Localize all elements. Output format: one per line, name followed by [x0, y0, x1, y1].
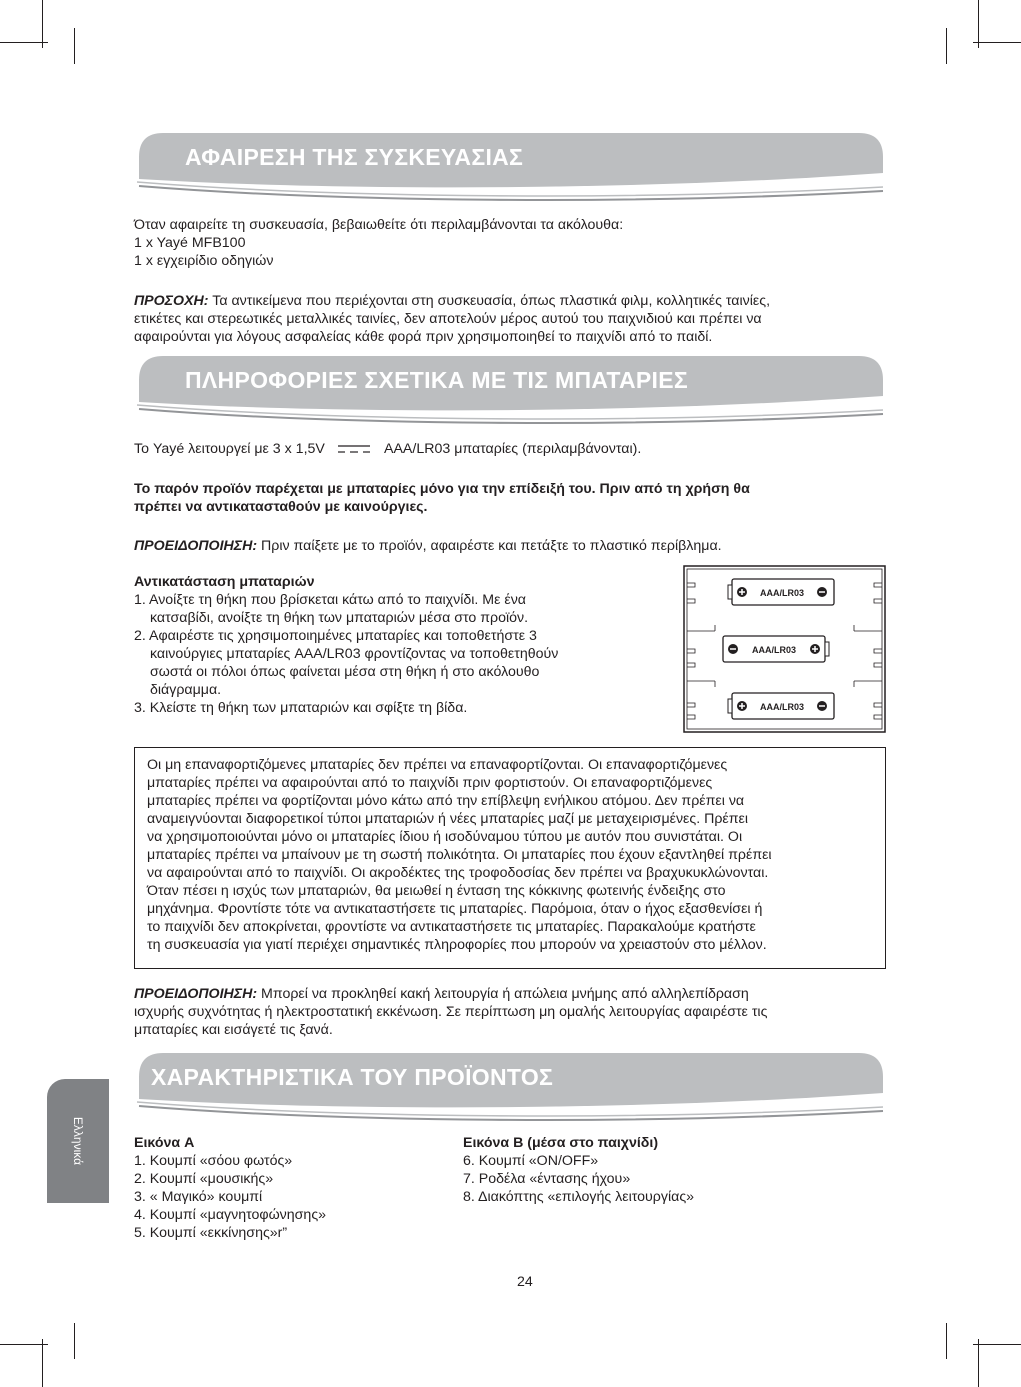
battery-spec-after: AAA/LR03 μπαταρίες (περιλαμβάνονται). [384, 441, 642, 457]
section-title: ΑΦΑΙΡΕΣΗ ΤΗΣ ΣΥΣΚΕΥΑΣΙΑΣ [185, 144, 524, 170]
replacement-step: 2. Αφαιρέστε τις χρησιμοποιημένες μπαταρίες και τοποθετήστε 3 [134, 628, 537, 644]
battery-safety-box [134, 747, 886, 969]
dc-symbol-icon [337, 443, 373, 455]
feature-item: 8. Διακόπτης «επιλογής λειτουργίας» [463, 1189, 695, 1205]
safety-line: μπαταρίες πρέπει να φορτίζονται μόνο κάτω από την επίβλεψη ενήλικου ατόμου. Δεν πρέπει να [147, 793, 745, 809]
crop-mark [946, 28, 947, 64]
battery-label: AAA/LR03 [759, 702, 805, 712]
warning-plastic [134, 537, 722, 555]
safety-line: μπαταρίες πρέπει να μπαίνουν με τη σωστή πολικότητα. Οι μπαταρίες που έχουν εξαντληθεί πρέπει [147, 847, 772, 863]
battery-1 [728, 579, 834, 605]
feature-item: 4. Κουμπί «μαγνητοφώνησης» [134, 1207, 327, 1223]
replacement-step: 3. Κλείστε τη θήκη των μπαταριών και σφίξτε τη βίδα. [134, 700, 468, 716]
safety-line: Όταν πέσει η ισχύς των μπαταριών, θα μειωθεί η ένταση της κόκκινης φωτεινής ένδειξης στο [147, 883, 726, 899]
caution-line: αφαιρούνται για λόγους ασφαλείας κάθε φορά πριν χρησιμοποιηθεί το παιχνίδι από το παιδί. [134, 329, 713, 345]
safety-line: Οι μη επαναφορτιζόμενες μπαταρίες δεν πρέπει να επαναφορτίζονται. Οι επαναφορτιζόμενες [147, 757, 728, 773]
feature-item: 7. Ροδέλα «έντασης ήχου» [463, 1171, 631, 1187]
crop-mark [978, 1339, 979, 1387]
demo-batteries-note [134, 480, 750, 516]
section-banner-batteries [135, 354, 885, 426]
crop-mark [0, 1344, 48, 1345]
crop-mark [978, 0, 979, 48]
safety-line: να αφαιρούνται από το παιχνίδι. Οι ακροδέκτες της τροφοδοσίας δεν πρέπει να βραχυκυκλώνονται. [147, 865, 769, 881]
feature-item: 1. Κουμπί «σόου φωτός» [134, 1153, 293, 1169]
crop-mark [973, 1344, 1021, 1345]
feature-item: 5. Κουμπί «εκκίνησης»r” [134, 1225, 288, 1241]
replacement-heading: Αντικατάσταση μπαταριών [134, 574, 315, 590]
safety-line: αναμειγνύονται διαφορετικοί τύποι μπαταριών ή νέες μπαταρίες μαζί με μεταχειρισμένες. Πρέπει [147, 811, 748, 827]
feature-item: 2. Κουμπί «μουσικής» [134, 1171, 274, 1187]
warning-line: μπαταρίες και εισάγετέ τις ξανά. [134, 1022, 333, 1038]
section-banner-features [135, 1051, 885, 1123]
warning-label: ΠΡΟΕΙΔΟΠΟΙΗΣΗ: [134, 986, 258, 1002]
intro-text: Όταν αφαιρείτε τη συσκευασία, βεβαιωθείτε ότι περιλαμβάνονται τα ακόλουθα: [134, 217, 624, 233]
battery-label: AAA/LR03 [751, 645, 797, 655]
crop-mark [42, 0, 43, 48]
included-item: 1 x Yayé MFB100 [134, 235, 246, 251]
section-title: ΠΛΗΡΟΦΟΡΙΕΣ ΣΧΕΤΙΚΑ ΜΕ ΤΙΣ ΜΠΑΤΑΡΙΕΣ [185, 367, 688, 393]
replacement-step: διάγραμμα. [150, 682, 222, 698]
replacement-step: 1. Ανοίξτε τη θήκη που βρίσκεται κάτω από το παιχνίδι. Με ένα [134, 592, 527, 608]
replacement-step: κατσαβίδι, ανοίξτε τη θήκη των μπαταριών μέσα στο προϊόν. [150, 610, 529, 626]
battery-label: AAA/LR03 [759, 588, 805, 598]
crop-mark [0, 42, 48, 43]
figure-a-list [134, 1134, 326, 1242]
crop-mark [74, 1323, 75, 1359]
feature-item: 6. Κουμπί «ON/OFF» [463, 1153, 599, 1169]
warning-line: ισχυρής συχνότητας ή ηλεκτροστατική εκκένωση. Σε περίπτωση μη ομαλής λειτουργίας αφαιρέστε τις [134, 1004, 768, 1020]
warning-line: Μπορεί να προκληθεί κακή λειτουργία ή απώλεια μνήμης από αλληλεπίδραση [257, 986, 749, 1002]
safety-line: τη συσκευασία για γιατί περιέχει σημαντικές πληροφορίες που μπορούν να χρειαστούν στο μέλλον. [147, 937, 767, 953]
feature-item: 3. « Μαγικό» κουμπί [134, 1189, 263, 1205]
battery-compartment-diagram [683, 565, 886, 733]
crop-mark [973, 42, 1021, 43]
crop-mark [946, 1323, 947, 1359]
language-tab-label: Ελληνικά [71, 1116, 85, 1166]
included-item: 1 x εγχειρίδιο οδηγιών [134, 253, 274, 269]
battery-2 [723, 636, 829, 662]
figure-a-heading: Εικόνα A [134, 1135, 195, 1151]
language-tab [47, 1079, 109, 1203]
demo-line: πρέπει να αντικατασταθούν με καινούργιες. [134, 499, 428, 515]
crop-mark [42, 1339, 43, 1387]
caution-line: ετικέτες και στερεωτικές μεταλλικές ταινίες, δεν αποτελούν μέρος αυτού του παιχνιδιού και πρέπει να [134, 311, 762, 327]
section-title: ΧΑΡΑΚΤΗΡΙΣΤΙΚΑ ΤΟΥ ΠΡΟΪΟΝΤΟΣ [151, 1064, 554, 1090]
safety-line: μηχάνημα. Φροντίστε τότε να αντικαταστήσετε τις μπαταρίες. Παρόμοια, όταν ο ήχος εξασθενίσει ή [147, 901, 763, 917]
figure-b-list [463, 1134, 694, 1206]
replacement-step: σωστά οι πόλοι όπως φαίνεται μέσα στη θήκη ή στο ακόλουθο [150, 664, 540, 680]
caution-paragraph [134, 292, 770, 346]
battery-spec-before: Το Yayé λειτουργεί με 3 x 1,5V [134, 441, 325, 457]
replacement-step: καινούργιες μπαταρίες AAA/LR03 φροντίζοντας να τοποθετηθούν [150, 646, 559, 662]
demo-line: Το παρόν προϊόν παρέχεται με μπαταρίες μόνο για την επίδειξή του. Πριν από τη χρήση θα [134, 481, 750, 497]
figure-b-heading: Εικόνα B (μέσα στο παιχνίδι) [463, 1135, 659, 1151]
safety-line: μπαταρίες πρέπει να αφαιρούνται από το παιχνίδι πριν φορτιστούν. Οι επαναφορτιζόμενες [147, 775, 713, 791]
warning-label: ΠΡΟΕΙΔΟΠΟΙΗΣΗ: [134, 538, 258, 554]
replacement-instructions [134, 573, 558, 717]
caution-label: ΠΡΟΣΟΧΗ: [134, 293, 209, 309]
safety-line: να χρησιμοποιούνται μόνο οι μπαταρίες ίδιου ή ισοδύναμου τύπου με αυτόν που συνιστάται. Οι [147, 829, 743, 845]
section-banner-packaging [135, 131, 885, 203]
safety-line: το παιχνίδι δεν αποκρίνεται, φροντίστε να αντικαταστήσετε τις μπαταρίες. Παρακαλούμε κρατήστε [147, 919, 756, 935]
crop-mark [74, 28, 75, 64]
warning-interference [134, 985, 767, 1039]
battery-3 [728, 693, 834, 719]
caution-line: Τα αντικείμενα που περιέχονται στη συσκευασία, όπως πλαστικά φιλμ, κολλητικές ταινίες, [208, 293, 771, 309]
warning-text: Πριν παίξετε με το προϊόν, αφαιρέστε και πετάξτε το πλαστικό περίβλημα. [257, 538, 722, 554]
battery-spec [134, 440, 641, 458]
page-number: 24 [517, 1274, 533, 1290]
